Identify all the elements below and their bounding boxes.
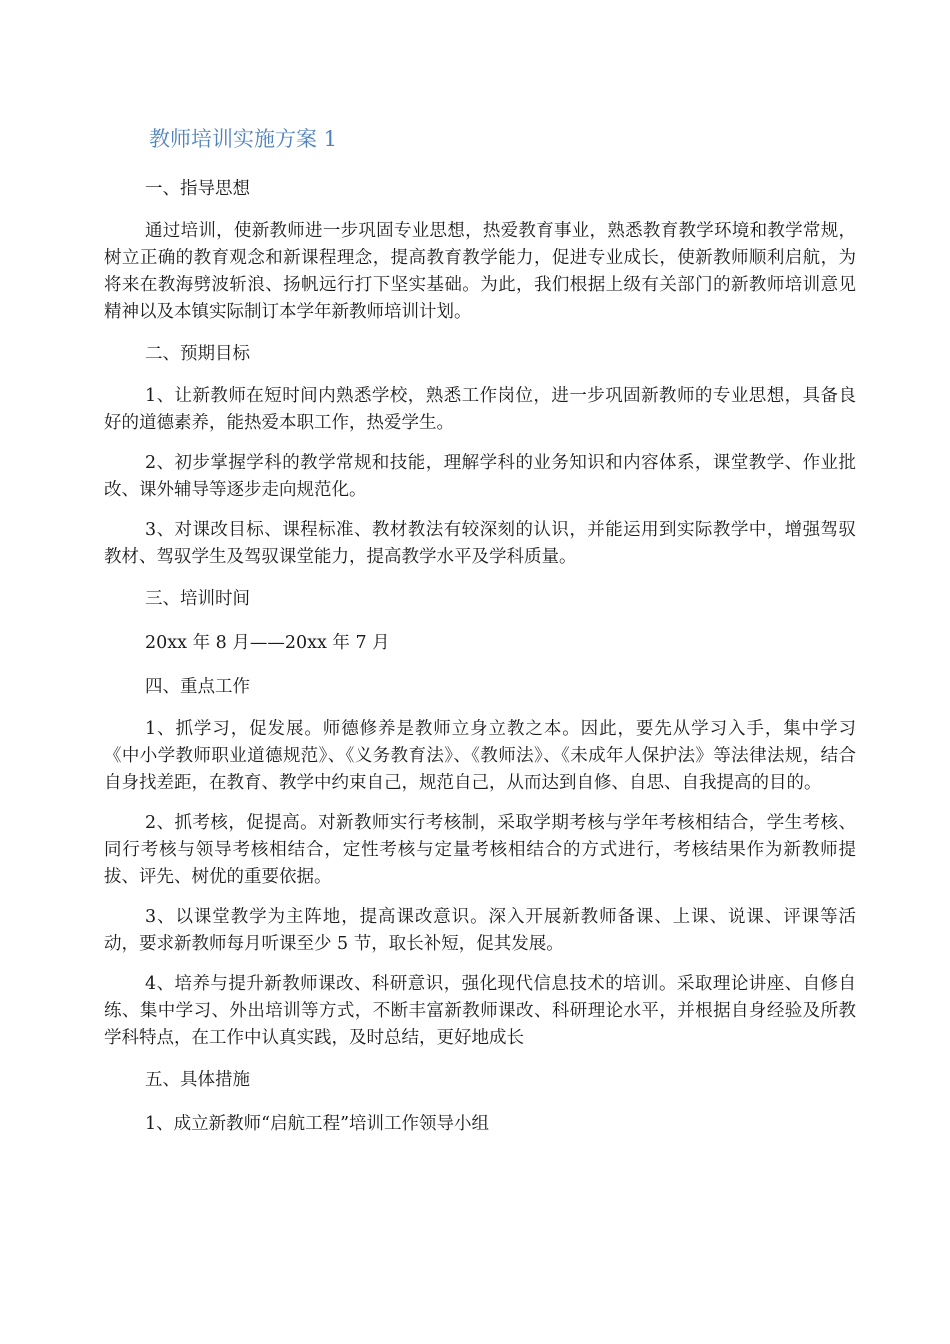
paragraph: 4、培养与提升新教师课改、科研意识，强化现代信息技术的培训。采取理论讲座、自修自练、集中学习、外出培训等方式，不断丰富新教师课改、科研理论水平，并根据自身经验及所教学科特点，在工作中认真实践，及时总结，更好地成长 <box>104 974 856 1048</box>
paragraph: 通过培训，使新教师进一步巩固专业思想，热爱教育事业，熟悉教育教学环境和教学常规，树立正确的教育观念和新课程理念，提高教育教学能力，促进专业成长，使新教师顺利启航，为将来在教海劈波斩浪、扬帆远行打下坚实基础。为此，我们根据上级有关部门的新教师培训意见精神以及本镇实际制订本学年新教师培训计划。 <box>104 221 856 322</box>
section-heading: 三、培训时间 <box>145 589 250 609</box>
training-period: 20xx 年 8 月——20xx 年 7 月 <box>145 633 390 653</box>
section-heading: 五、具体措施 <box>145 1070 250 1090</box>
list-item: 1、成立新教师“启航工程”培训工作领导小组 <box>145 1114 490 1134</box>
section-heading: 一、指导思想 <box>145 179 250 199</box>
section-heading: 四、重点工作 <box>145 677 250 697</box>
section-heading: 二、预期目标 <box>145 344 250 364</box>
paragraph: 2、初步掌握学科的教学常规和技能，理解学科的业务知识和内容体系，课堂教学、作业批改、课外辅导等逐步走向规范化。 <box>104 453 856 500</box>
document-page <box>104 118 856 1153</box>
paragraph: 1、抓学习，促发展。师德修养是教师立身立教之本。因此，要先从学习入手，集中学习《中小学教师职业道德规范》、《义务教育法》、《教师法》、《未成年人保护法》等法律法规，结合自身找差距，在教育、教学中约束自己，规范自己，从而达到自修、自思、自我提高的目的。 <box>104 719 856 793</box>
paragraph: 1、让新教师在短时间内熟悉学校，熟悉工作岗位，进一步巩固新教师的专业思想，具备良好的道德素养，能热爱本职工作，热爱学生。 <box>104 386 856 433</box>
paragraph: 3、对课改目标、课程标准、教材教法有较深刻的认识，并能运用到实际教学中，增强驾驭教材、驾驭学生及驾驭课堂能力，提高教学水平及学科质量。 <box>104 520 856 567</box>
paragraph: 3、以课堂教学为主阵地，提高课改意识。深入开展新教师备课、上课、说课、评课等活动，要求新教师每月听课至少 5 节，取长补短，促其发展。 <box>104 907 856 954</box>
document-title: 教师培训实施方案 1 <box>149 127 338 151</box>
paragraph: 2、抓考核，促提高。对新教师实行考核制，采取学期考核与学年考核相结合，学生考核、同行考核与领导考核相结合，定性考核与定量考核相结合的方式进行，考核结果作为新教师提拔、评先、树优的重要依据。 <box>104 813 856 887</box>
